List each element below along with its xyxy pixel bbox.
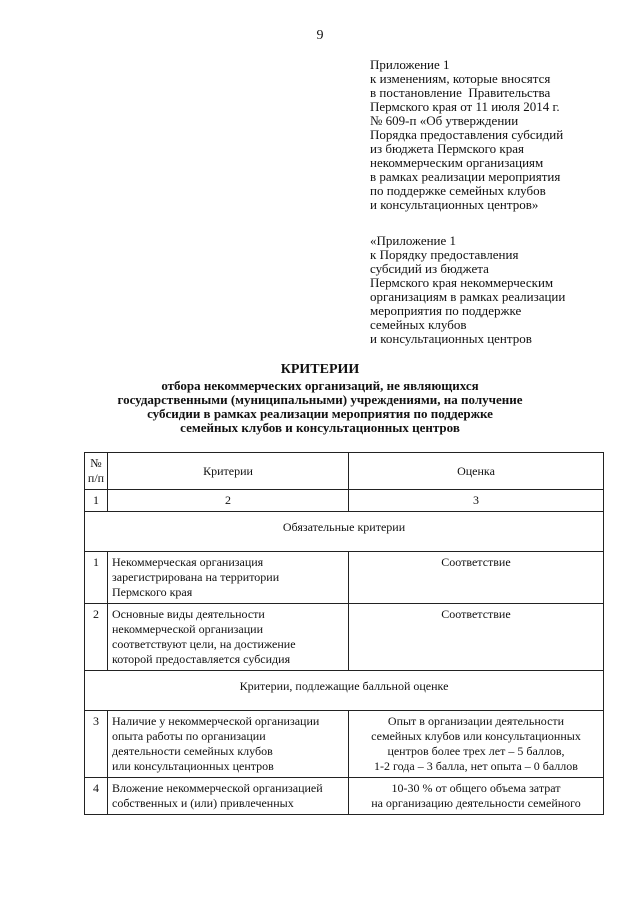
row-num: 4	[85, 778, 108, 815]
row-criteria: Наличие у некоммерческой организации опыта работы по организации деятельности семейных клубов или консультационных центров	[108, 711, 349, 778]
header-num: № п/п	[85, 453, 108, 490]
document-subtitle: отбора некоммерческих организаций, не являющихся государственными (муниципальными) учреждениями, на получение субсидии в рамках реализации мероприятия по поддержке семейных клубов и консультационных центров	[117, 378, 523, 435]
header-score: Оценка	[349, 453, 604, 490]
section-mandatory: Обязательные критерии	[85, 512, 604, 552]
section-row	[85, 512, 604, 552]
section-row	[85, 671, 604, 711]
row-num: 2	[85, 604, 108, 671]
table-row	[85, 778, 604, 815]
table-row	[85, 711, 604, 778]
page-number: 9	[316, 28, 324, 43]
section-scored: Критерии, подлежащие балльной оценке	[85, 671, 604, 711]
col-number-1: 1	[85, 490, 108, 512]
row-score: Соответствие	[349, 604, 604, 671]
table-row	[85, 552, 604, 604]
appendix-header: Приложение 1 к изменениям, которые вносятся в постановление Правительства Пермского края от 11 июля 2014 г. № 609-п «Об утверждении Порядка предоставления субсидий из бюджета Пермского края некоммерческим организациям в рамках реализации мероприятия по поддержке семейных клубов и консультационных центров»	[370, 57, 564, 212]
row-score: Соответствие	[349, 552, 604, 604]
table-header-row	[85, 453, 604, 490]
table-row	[85, 604, 604, 671]
row-score: Опыт в организации деятельности семейных клубов или консультационных центров более трех лет – 5 баллов, 1-2 года – 3 балла, нет опыта – 0 баллов	[349, 711, 604, 778]
col-number-2: 2	[108, 490, 349, 512]
row-criteria: Вложение некоммерческой организацией собственных и (или) привлеченных	[108, 778, 349, 815]
row-num: 1	[85, 552, 108, 604]
row-num: 3	[85, 711, 108, 778]
document-title: КРИТЕРИИ	[280, 362, 360, 377]
col-number-3: 3	[349, 490, 604, 512]
row-score: 10-30 % от общего объема затрат на организацию деятельности семейного	[349, 778, 604, 815]
row-criteria: Некоммерческая организация зарегистрирована на территории Пермского края	[108, 552, 349, 604]
appendix-reference: «Приложение 1 к Порядку предоставления субсидий из бюджета Пермского края некоммерческим организациям в рамках реализации мероприятия по поддержке семейных клубов и консультационных центров	[370, 233, 566, 346]
row-criteria: Основные виды деятельности некоммерческой организации соответствуют цели, на достижение которой предоставляется субсидия	[108, 604, 349, 671]
header-criteria: Критерии	[108, 453, 349, 490]
criteria-table	[84, 452, 604, 815]
column-numbers-row	[85, 490, 604, 512]
